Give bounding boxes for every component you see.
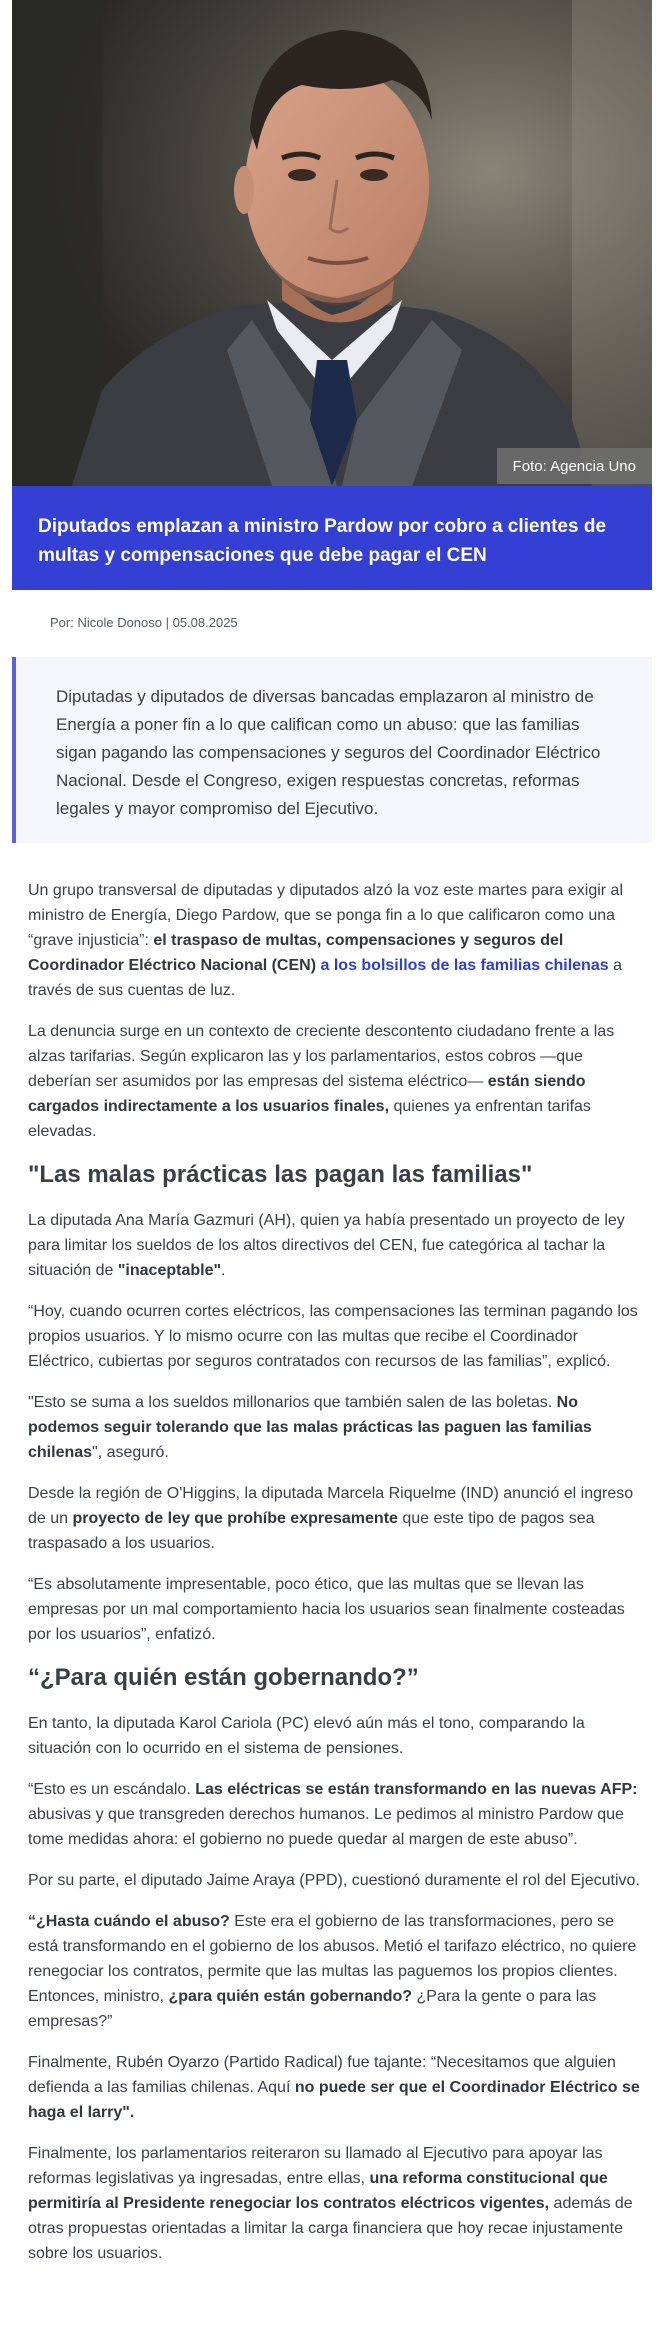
bold-text: “¿Hasta cuándo el abuso? bbox=[28, 1913, 230, 1930]
text: Desde la región de O'Higgins, la diputada Marcela Riquelme (IND) anunció el ingreso de un bbox=[28, 1485, 634, 1527]
paragraph bbox=[28, 2141, 640, 2266]
article-headline: Diputados emplazan a ministro Pardow por cobro a clientes de multas y compensaciones que debe pagar el CEN bbox=[38, 516, 607, 566]
headline-banner bbox=[12, 486, 652, 590]
paragraph: “Es absolutamente impresentable, poco ético, que las multas que se llevan las empresas por un mal comportamiento hacia los usuarios sean finalmente costeadas por los usuarios”, enfatizó. bbox=[28, 1576, 625, 1643]
text: "Esto se suma a los sueldos millonarios que también salen de las boletas. bbox=[28, 1394, 557, 1411]
hero-photo bbox=[12, 0, 652, 486]
bold-text: ¿para quién están gobernando? bbox=[168, 1988, 413, 2005]
photo-credit: Foto: Agencia Uno bbox=[497, 448, 652, 484]
article-body bbox=[28, 878, 640, 2282]
byline: Por: Nicole Donoso | 05.08.2025 bbox=[50, 615, 238, 630]
bold-text: No podemos seguir tolerando que las malas prácticas las paguen las familias chilenas bbox=[28, 1394, 592, 1461]
paragraph bbox=[28, 2050, 640, 2125]
section-heading: “¿Para quién están gobernando?” bbox=[28, 1664, 419, 1691]
bold-text: una reforma constitucional que permitiría al Presidente renegociar los contratos eléctricos vigentes, bbox=[28, 2170, 608, 2212]
bold-text: "inaceptable" bbox=[117, 1262, 222, 1279]
paragraph bbox=[28, 1390, 640, 1465]
paragraph bbox=[28, 1208, 640, 1283]
paragraph bbox=[28, 1481, 640, 1556]
paragraph: En tanto, la diputada Karol Cariola (PC) elevó aún más el tono, comparando la situación con lo ocurrido en el sistema de pensiones. bbox=[28, 1715, 585, 1757]
paragraph bbox=[28, 1909, 640, 2034]
text: . bbox=[221, 1262, 226, 1279]
paragraph bbox=[28, 1019, 640, 1144]
article-link[interactable]: a los bolsillos de las familias chilenas bbox=[320, 957, 609, 974]
text: Finalmente, los parlamentarios reiteraron su llamado al Ejecutivo para apoyar las reformas legislativas ya ingresadas, entre ellas, bbox=[28, 2145, 603, 2187]
paragraph: “Hoy, cuando ocurren cortes eléctricos, las compensaciones las terminan pagando los propios usuarios. Y lo mismo ocurre con las multas que recibe el Coordinador Eléctrico, cubiertas por seguros contratados con recursos de las familias”, explicó. bbox=[28, 1303, 638, 1370]
paragraph: Por su parte, el diputado Jaime Araya (PPD), cuestionó duramente el rol del Ejecutivo. bbox=[28, 1872, 640, 1889]
text: Finalmente, Rubén Oyarzo (Partido Radical) fue tajante: “Necesitamos que alguien defienda a las familias chilenas. Aquí bbox=[28, 2054, 616, 2096]
text: La denuncia surge en un contexto de creciente descontento ciudadano frente a las alzas tarifarias. Según explicaron las y los parlamentarios, estos cobros —que deberían ser asumidos por las empresas del sistema eléctrico— bbox=[28, 1023, 615, 1090]
bold-text: están siendo cargados indirectamente a los usuarios finales, bbox=[28, 1073, 586, 1115]
text: Este era el gobierno de las transformaciones, pero se está transformando en el gobierno de los abusos. Metió el tarifazo eléctrico, no quiere renegociar los contratos, permite que las multas las paguemos los propios clientes. Entonces, ministro, bbox=[28, 1913, 637, 2005]
paragraph bbox=[28, 1777, 640, 1852]
paragraph bbox=[28, 878, 640, 1003]
bold-text: el traspaso de multas, compensaciones y seguros del Coordinador Eléctrico Nacional (CEN) bbox=[28, 932, 564, 974]
text: quienes ya enfrentan tarifas elevadas. bbox=[28, 1098, 591, 1140]
text: ¿Para la gente o para las empresas?” bbox=[28, 1988, 597, 2030]
text: La diputada Ana María Gazmuri (AH), quien ya había presentado un proyecto de ley para limitar los sueldos de los altos directivos del CEN, fue categórica al tachar la situación de bbox=[28, 1212, 625, 1279]
article-summary bbox=[12, 657, 652, 843]
summary-text: Diputadas y diputados de diversas bancadas emplazaron al ministro de Energía a poner fin a lo que califican como un abuso: que las familias sigan pagando las compensaciones y seguros del Coordinador Eléctrico Nacional. Desde el Congreso, exigen respuestas concretas, reformas legales y mayor compromiso del Ejecutivo. bbox=[56, 687, 601, 818]
section-heading: "Las malas prácticas las pagan las familias" bbox=[28, 1161, 533, 1188]
text: abusivas y que transgreden derechos humanos. Le pedimos al ministro Pardow que tome medidas ahora: el gobierno no puede quedar al margen de este abuso”. bbox=[28, 1806, 624, 1848]
text: Un grupo transversal de diputadas y diputados alzó la voz este martes para exigir al ministro de Energía, Diego Pardow, que se ponga fin a lo que calificaron como una “grave injusticia”: bbox=[28, 882, 623, 949]
text: que este tipo de pagos sea traspasado a los usuarios. bbox=[28, 1510, 595, 1552]
bold-text: proyecto de ley que prohíbe expresamente bbox=[72, 1510, 398, 1527]
text: “Esto es un escándalo. bbox=[28, 1781, 196, 1798]
text: además de otras propuestas orientadas a limitar la carga financiera que hoy recae injustamente sobre los usuarios. bbox=[28, 2195, 633, 2262]
bold-text: no puede ser que el Coordinador Eléctrico se haga el larry". bbox=[28, 2079, 640, 2121]
portrait-illustration bbox=[12, 0, 652, 486]
bold-text: Las eléctricas se están transformando en las nuevas AFP: bbox=[195, 1781, 638, 1798]
text: ", aseguró. bbox=[92, 1444, 169, 1461]
text: a través de sus cuentas de luz. bbox=[28, 957, 622, 999]
